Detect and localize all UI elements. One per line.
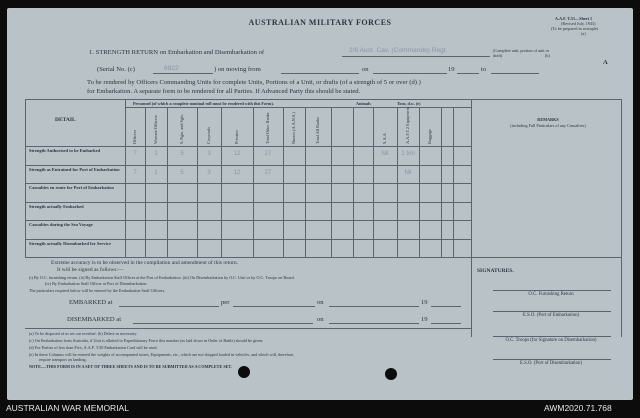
column-divider	[353, 107, 354, 257]
column-divider	[167, 107, 168, 257]
column-divider	[397, 107, 398, 257]
column-header: A.A.F.T.2 Equipment	[405, 107, 410, 144]
unit-hint: (Complete unit, portion of unit or draft)	[493, 48, 550, 58]
row-divider	[25, 165, 471, 166]
form-revised: (Revised July, 1943)	[561, 21, 596, 26]
column-divider	[145, 107, 146, 257]
table-cell-value: 5	[180, 151, 184, 157]
embarked-on: on	[317, 299, 324, 306]
disembarked-label: DISEMBARKED at	[67, 316, 122, 323]
note-signers-1: (i) By O.C. furnishing return. (ii) By Embarkation Staff Officer at the Port of Embarkation. (iii) On Disembarkation by O.C. Unit or by O.C. Troops on Board.	[29, 275, 295, 280]
footer-institution: AUSTRALIAN WAR MEMORIAL	[6, 403, 129, 413]
row-divider	[25, 146, 471, 147]
row-label: Strength Authorised to be Embarked	[29, 148, 101, 153]
signature-oc-furnishing: O.C. Furnishing Return	[528, 292, 574, 297]
table-cell-value: 7	[133, 169, 137, 176]
column-divider	[331, 107, 332, 257]
table-cell-value: 7	[133, 151, 137, 157]
tons-header: Tons, d.w. (e)	[397, 101, 421, 106]
signatures-heading: SIGNATURES.	[477, 268, 514, 274]
column-header: Corporals	[206, 127, 211, 144]
column-divider	[125, 99, 126, 257]
serial-label: (Serial No. (c)	[97, 66, 135, 73]
table-cell-value: 3	[207, 151, 211, 157]
moving-from-label: ) on moving from	[214, 66, 261, 73]
table-cell-value: 12	[233, 151, 241, 157]
column-header: Privates	[234, 130, 239, 144]
form-id: A.A.F. T.51—Sheet 1	[555, 16, 593, 21]
instruction-line-1: To be rendered by Officers Commanding Units for complete Units, Portions of a Unit, or drafts (of a strength of 5 or over (d) )	[87, 79, 421, 86]
embarked-label: EMBARKED at	[69, 299, 113, 306]
a-mark: A	[603, 59, 608, 66]
row-divider	[25, 220, 471, 221]
column-header: Total All Ranks	[315, 117, 320, 144]
table-cell-value: Nil	[381, 151, 389, 157]
column-divider	[283, 107, 284, 257]
to-label: to	[481, 66, 487, 73]
a-label: (a)	[581, 31, 586, 36]
table-cell-value: 1	[154, 169, 158, 176]
column-divider	[471, 99, 472, 257]
detail-header: DETAIL	[55, 117, 76, 123]
column-header: Total Other Ranks	[265, 112, 270, 144]
on-label: on	[362, 66, 369, 73]
column-header: S./Sgts. and Sgts.	[179, 114, 184, 144]
row-label: Casualties en route for Port of Embarkation	[29, 185, 114, 190]
unit-name-handwritten: 2/6 Aust. Cav. (Commando) Regt.	[349, 47, 448, 54]
footnote-note: NOTE.—THIS FORM IS IN A SET OF THREE SHEETS AND IS TO BE SUBMITTED AS A COMPLETE SET.	[29, 364, 232, 369]
column-divider	[441, 107, 442, 257]
remarks-sub: (including Full Particulars of any Casualties)	[510, 123, 586, 128]
signature-eso-embarkation: E.S.O. (Port of Embarkation)	[522, 313, 580, 318]
footnote-d: (d) For Parties of less than Five, A.A.F. T.50 Embarkation Card will be used.	[29, 345, 158, 350]
note-accuracy: Extreme accuracy is to be observed in the compilation and amendment of this return.	[51, 260, 238, 266]
punch-hole-left	[238, 366, 250, 378]
punch-hole-right	[385, 368, 397, 380]
column-divider	[221, 107, 222, 257]
note-signers-2: (iv) By Embarkation Staff Officer at Port of Disembarkation.	[45, 281, 148, 286]
row-label: Strength actually Embarked	[29, 203, 84, 209]
footnote-e: (e) In these Columns will be entered the weights of accompanied stores, Equipments, etc., which are not shipped loaded in vehicles, and which will, therefore,	[29, 352, 295, 357]
serial-value: 6922	[164, 65, 179, 72]
embarked-year: 19	[421, 299, 428, 306]
column-header: Warrant Officers	[153, 115, 158, 144]
note-particulars: The particulars required below will be entered by the Embarkation Staff Officers.	[29, 288, 166, 293]
table-cell-value: 1 ton	[401, 151, 415, 157]
note-signed: It will be signed as follows:—	[57, 267, 124, 273]
column-header: S.A.A.	[382, 132, 387, 144]
row-divider	[25, 202, 471, 203]
animals-header: Animals	[356, 101, 371, 106]
row-label: Casualties during the Sea Voyage	[29, 222, 93, 227]
row-label: Strength actually Disembarked for Service	[29, 240, 111, 246]
row-divider	[25, 183, 471, 184]
embarked-per: per	[221, 299, 230, 306]
signature-oc-troops: O.C. Troops (for Signature on Disembarkation)	[505, 338, 597, 343]
strength-return-line: 1. STRENGTH RETURN on Embarkation and Disembarkation of	[89, 49, 265, 56]
table-cell-value: 1	[154, 151, 158, 157]
column-divider	[305, 107, 306, 257]
footnote-e-2: require transport on landing.	[39, 357, 87, 362]
column-divider	[197, 107, 198, 257]
personnel-header: Personnel (of which a complete nominal roll must be rendered with this Form).	[133, 101, 274, 106]
signature-eso-disembarkation: E.S.O. (Port of Disembarkation)	[519, 361, 583, 366]
form-title: AUSTRALIAN MILITARY FORCES	[248, 18, 392, 27]
column-divider	[373, 107, 374, 257]
table-cell-value: 5	[180, 169, 184, 176]
instruction-line-2: for Embarkation. A separate form to be rendered for all Parties. If Advanced Party this should be stated.	[87, 88, 361, 95]
row-divider	[25, 239, 471, 240]
table-cell-value: 3	[207, 169, 211, 176]
table-cell-value: 27	[264, 151, 272, 157]
table-cell-value: 12	[233, 169, 241, 176]
column-header: Officers	[132, 130, 137, 144]
column-header: Nurses (A.A.N.S.)	[291, 112, 296, 144]
form-prepared: (To be prepared in sextuple)	[551, 26, 599, 31]
column-divider	[253, 107, 254, 257]
column-divider	[453, 107, 454, 257]
footer-accession: AWM2020.71.768	[544, 403, 612, 413]
disembarked-year: 19	[421, 316, 428, 323]
form-sheet	[7, 8, 633, 400]
b-label: (b)	[545, 53, 550, 58]
footnote-a-b: (a) To be disposed of as set out overleaf. (b) Delete as necessary.	[29, 331, 138, 336]
disembarked-on: on	[317, 316, 324, 323]
row-label: Strength as Entrained for Port of Embarkation	[29, 166, 120, 172]
year-label: 19	[448, 66, 455, 73]
table-cell-value: Nil	[404, 169, 412, 176]
column-header: Baggage	[427, 128, 432, 144]
column-divider	[419, 107, 420, 257]
table-cell-value: 27	[264, 169, 272, 176]
row-divider	[25, 257, 471, 258]
footnote-c: (c) On Embarkation from Australia, if Unit is allotted to Expeditionary Force this number (as laid down in Order of Battle) should be given.	[29, 338, 264, 343]
remarks-header: REMARKS	[537, 117, 559, 122]
